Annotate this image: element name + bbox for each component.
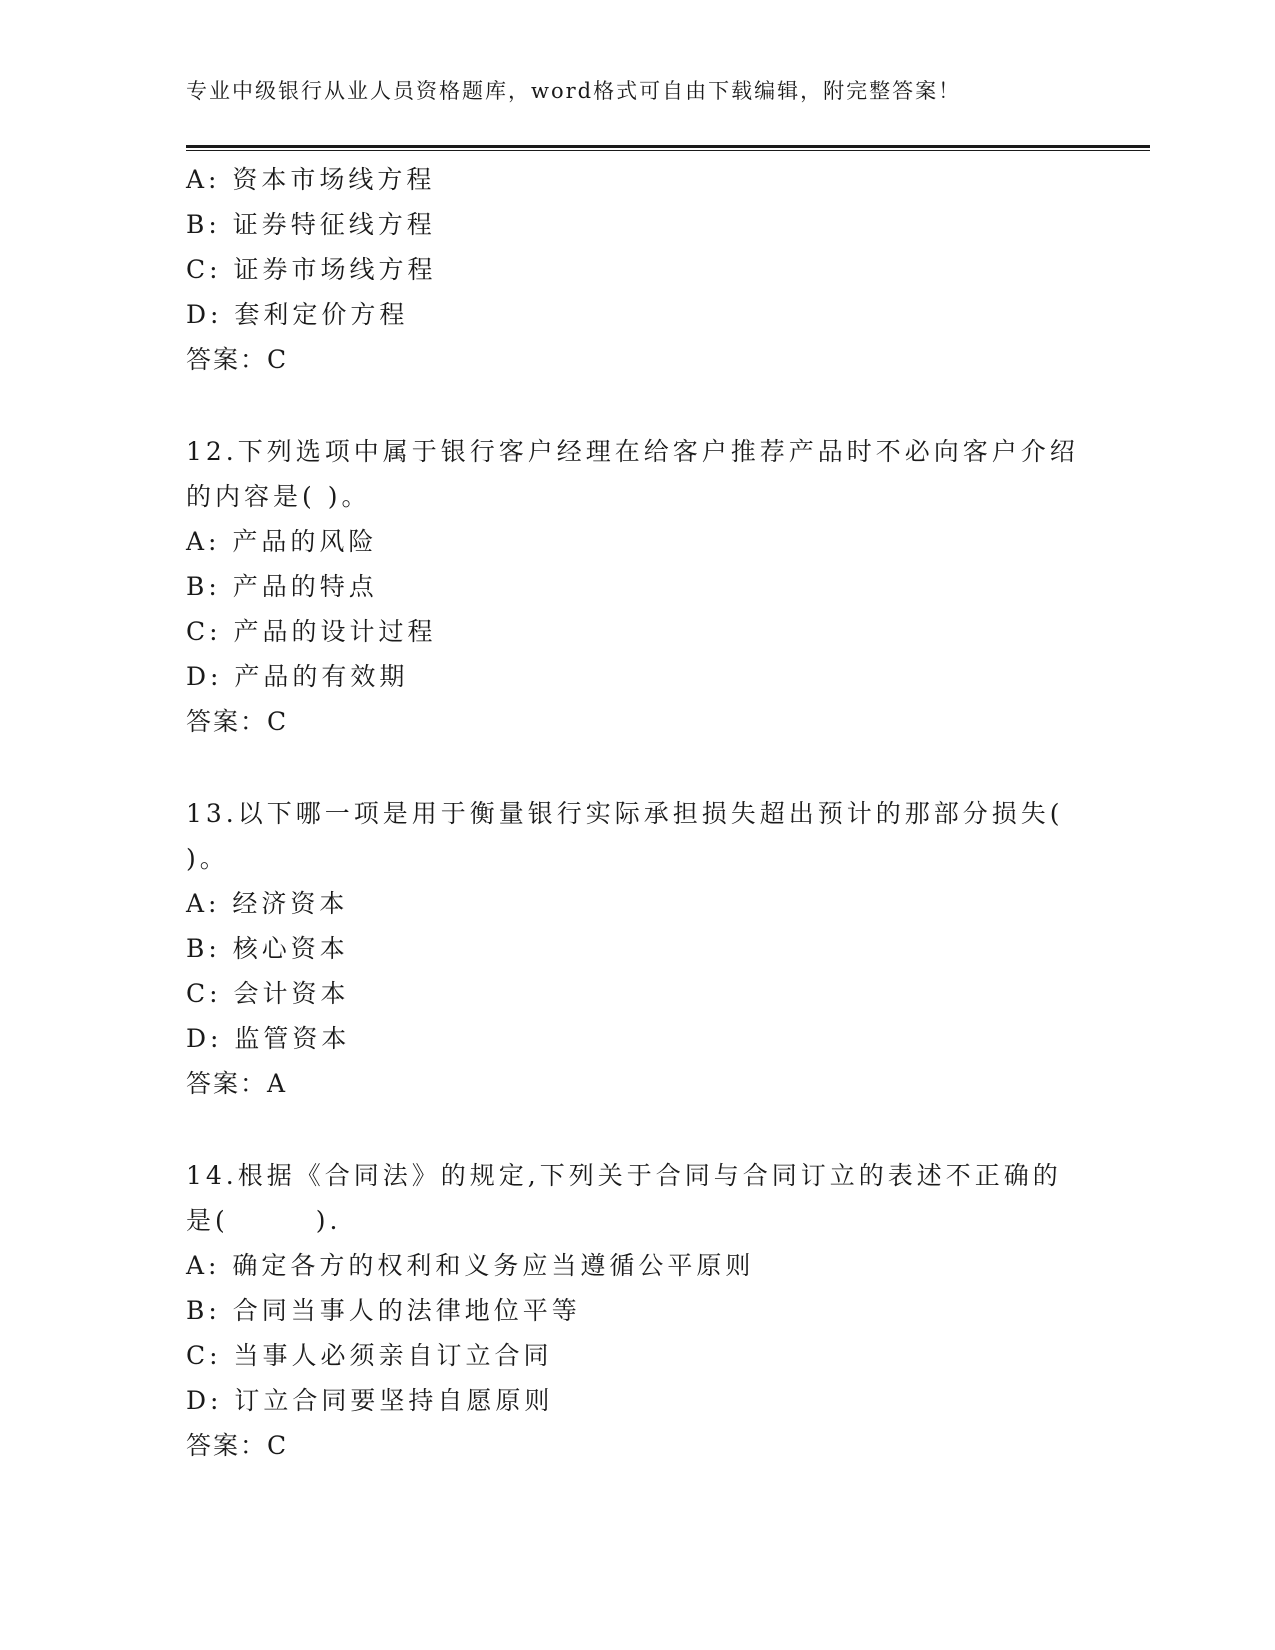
question-12: [186, 429, 1079, 744]
option-d: D: 产品的有效期: [186, 662, 409, 691]
question-stem-line-1: 13.以下哪一项是用于衡量银行实际承担损失超出预计的那部分损失(: [186, 799, 1064, 828]
question-gap: [186, 744, 1066, 791]
question-13: [186, 791, 1066, 1106]
question-14: [186, 1153, 1066, 1468]
option-d: D: 套利定价方程: [186, 300, 409, 329]
answer-line: 答案：C: [186, 1431, 289, 1460]
page-header: 专业中级银行从业人员资格题库，word格式可自由下载编辑，附完整答案！: [186, 79, 962, 103]
option-c: C: 产品的设计过程: [186, 617, 437, 646]
option-a: A: 经济资本: [186, 889, 349, 918]
question-stem-line-2: 是( ).: [186, 1206, 342, 1235]
option-a: A: 确定各方的权利和义务应当遵循公平原则: [186, 1251, 755, 1280]
answer-line: 答案：C: [186, 707, 289, 736]
question-gap: [186, 382, 1066, 429]
option-c: C: 会计资本: [186, 979, 350, 1008]
question-gap: [186, 1106, 1066, 1153]
option-c: C: 当事人必须亲自订立合同: [186, 1341, 553, 1370]
option-a: A: 资本市场线方程: [186, 165, 436, 194]
option-b: B: 合同当事人的法律地位平等: [186, 1296, 581, 1325]
option-a: A: 产品的风险: [186, 527, 378, 556]
question-11: [186, 157, 1066, 382]
option-d: D: 监管资本: [186, 1024, 351, 1053]
question-stem-line-1: 12.下列选项中属于银行客户经理在给客户推荐产品时不必向客户介绍: [186, 437, 1079, 466]
question-stem-line-2: 的内容是( )。: [186, 482, 371, 511]
option-c: C: 证券市场线方程: [186, 255, 437, 284]
question-stem-line-2: )。: [186, 844, 229, 873]
option-b: B: 证券特征线方程: [186, 210, 436, 239]
header-rule-thin: [186, 150, 1150, 151]
question-content: [186, 157, 1079, 1468]
question-stem-line-1: 14.根据《合同法》的规定,下列关于合同与合同订立的表述不正确的: [186, 1161, 1062, 1190]
header-rule-thick: [186, 145, 1150, 148]
option-d: D: 订立合同要坚持自愿原则: [186, 1386, 554, 1415]
option-b: B: 产品的特点: [186, 572, 378, 601]
answer-line: 答案：A: [186, 1069, 288, 1098]
answer-line: 答案：C: [186, 345, 289, 374]
option-b: B: 核心资本: [186, 934, 349, 963]
